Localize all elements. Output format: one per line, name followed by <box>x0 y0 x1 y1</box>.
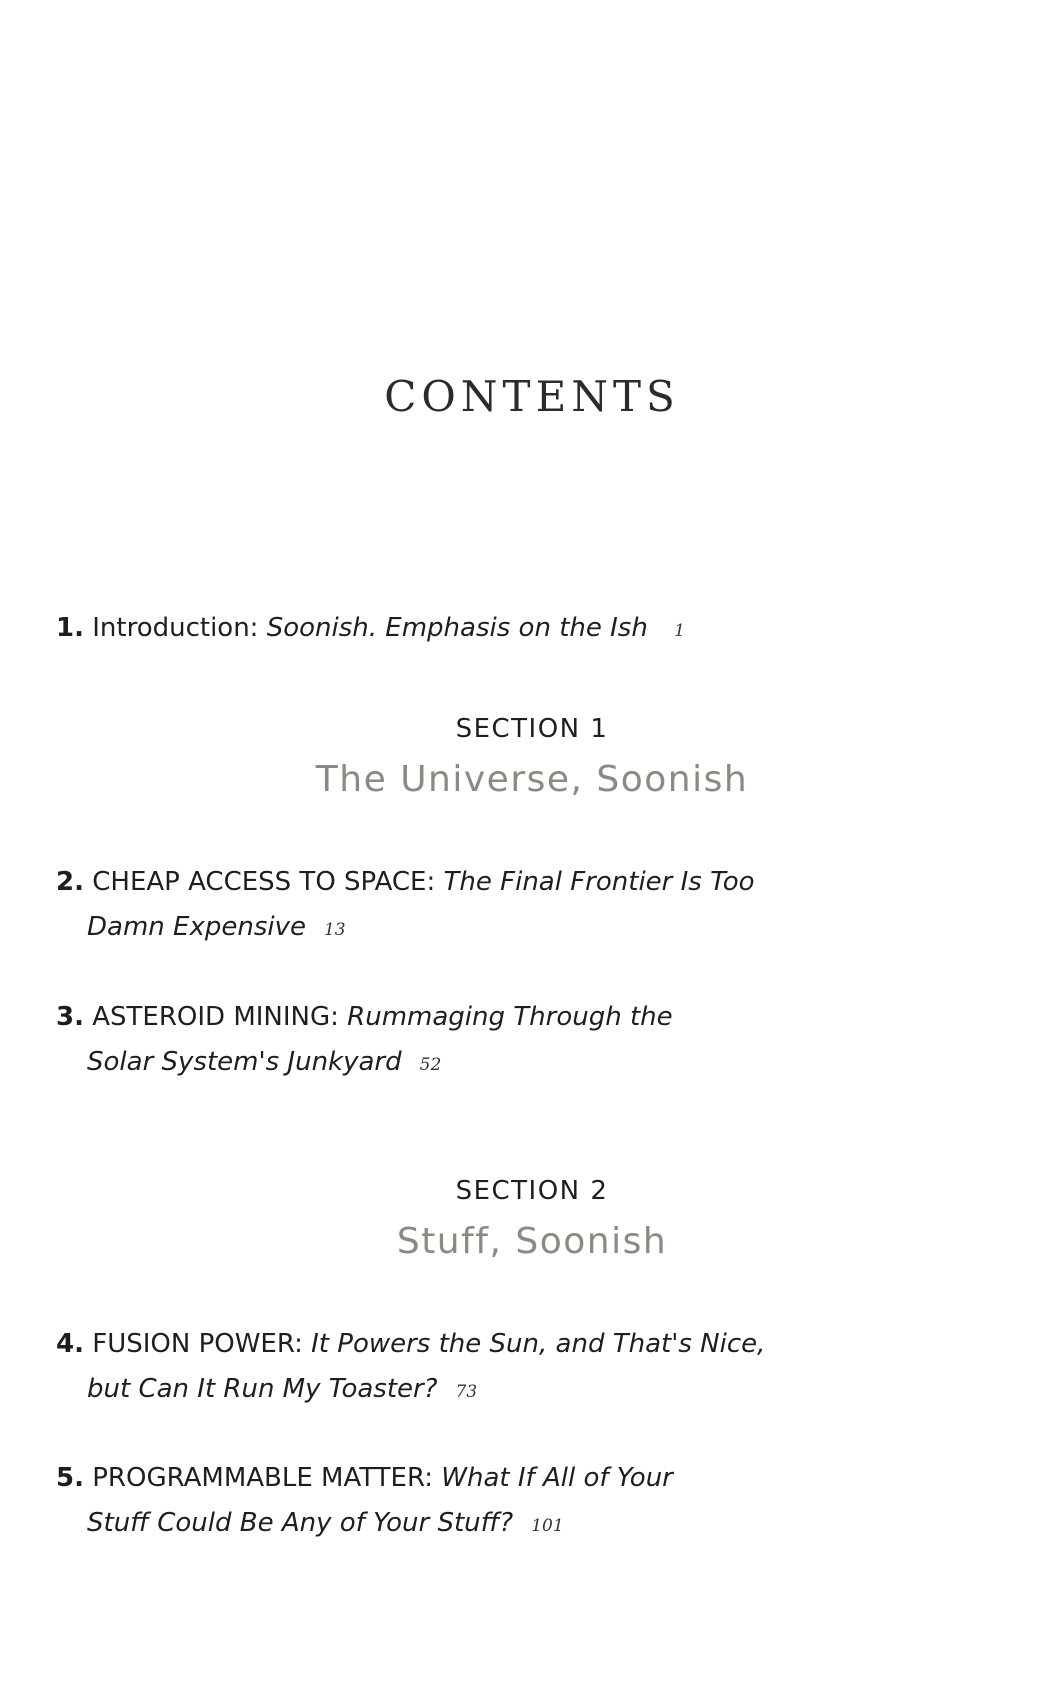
entry-number: 1. <box>56 613 84 643</box>
entry-label: Introduction: <box>92 613 259 643</box>
entry-label: ASTEROID MINING: <box>92 1002 339 1032</box>
entry-number: 4. <box>56 1329 84 1359</box>
entry-subtitle: It Powers the Sun, and That's Nice, <box>311 1329 766 1359</box>
section-2-title: Stuff, Soonish <box>396 1221 668 1262</box>
entry-page-number: 52 <box>419 1055 442 1075</box>
entry-page-number: 101 <box>531 1516 564 1536</box>
entry-page-number: 1 <box>674 621 685 641</box>
entry-subtitle: What If All of Your <box>441 1463 673 1493</box>
entry-subtitle-continued: but Can It Run My Toaster? <box>87 1374 438 1404</box>
entry-number: 3. <box>56 1002 84 1032</box>
toc-entry-1[interactable] <box>56 606 685 654</box>
entry-page-number: 13 <box>323 920 346 940</box>
entry-label: FUSION POWER: <box>92 1329 303 1359</box>
entry-number: 5. <box>56 1463 84 1493</box>
entry-number: 2. <box>56 867 84 897</box>
entry-subtitle: Soonish. Emphasis on the Ish <box>266 613 648 643</box>
toc-entry-2[interactable] <box>56 860 755 953</box>
toc-entry-5[interactable] <box>56 1456 673 1549</box>
entry-label: CHEAP ACCESS TO SPACE: <box>92 867 436 897</box>
section-1-title: The Universe, Soonish <box>315 759 749 800</box>
entry-page-number: 73 <box>455 1382 478 1402</box>
section-2-label: SECTION 2 <box>455 1176 609 1206</box>
page-title: CONTENTS <box>384 372 680 421</box>
entry-subtitle-continued: Solar System's Junkyard <box>87 1047 402 1077</box>
toc-entry-3[interactable] <box>56 995 673 1088</box>
toc-entry-4[interactable] <box>56 1322 765 1415</box>
entry-label: PROGRAMMABLE MATTER: <box>92 1463 434 1493</box>
section-1-label: SECTION 1 <box>455 714 609 744</box>
entry-subtitle: Rummaging Through the <box>347 1002 673 1032</box>
entry-subtitle: The Final Frontier Is Too <box>443 867 755 897</box>
entry-subtitle-continued: Stuff Could Be Any of Your Stuff? <box>87 1508 514 1538</box>
entry-subtitle-continued: Damn Expensive <box>87 912 306 942</box>
